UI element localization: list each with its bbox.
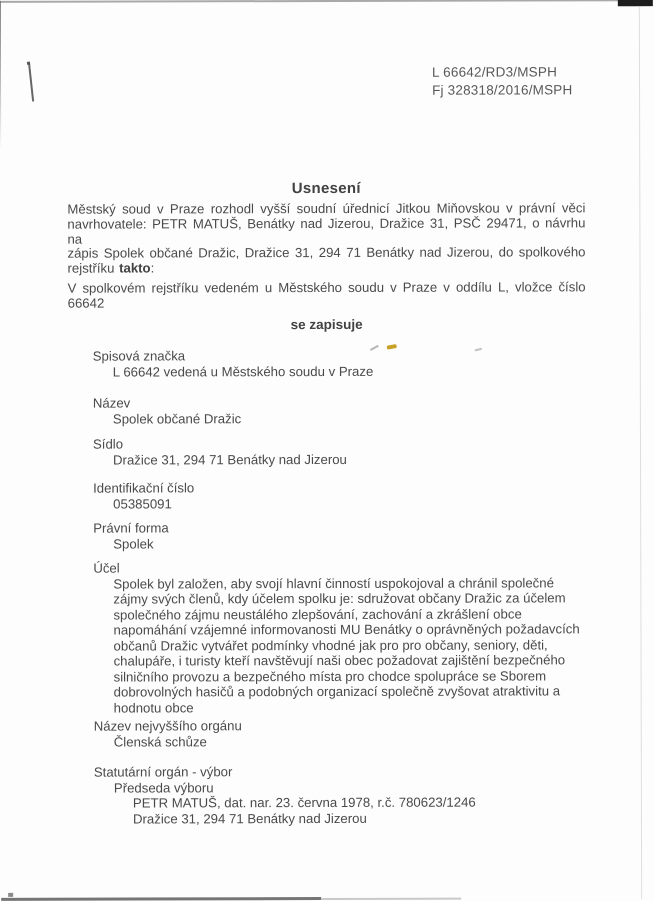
intro-line4 (68, 261, 586, 277)
intro-line4-suffix: : (150, 260, 155, 276)
field-value-line: hodnotu obce (113, 699, 194, 716)
field-value: Předseda výboru (113, 779, 214, 796)
section-identifikacni-cislo (93, 479, 603, 511)
section-statutarni-organ (94, 763, 604, 826)
section-nejvyssi-organ (94, 717, 604, 749)
field-value-line: Spolek byl založen, aby svojí hlavní činností uspokojoval a chránil společné (113, 574, 554, 592)
scan-edge-top (0, 0, 653, 3)
intro-paragraph (67, 201, 585, 276)
field-value-line: silničního provozu a bezpečného místa pro chodce spolupráce se Sborem (113, 667, 547, 685)
section-spisova-znacka (93, 347, 603, 379)
register-line1: V spolkovém rejstříku vedeném u Městského soudu v Praze v oddílu L, vložce číslo (67, 279, 586, 296)
field-value-line: dobrovolných hasičů a podobných organizací společně zvyšovat atraktivitu a (113, 683, 561, 700)
field-label: Název (92, 395, 131, 411)
intro-line1: Městský soud v Praze rozhodl vyšší soudní úřednicí Jitkou Miňovskou v právní věci (67, 200, 586, 217)
intro-line4-bold-word: takto (119, 260, 151, 276)
section-nazev (93, 394, 603, 426)
field-value-line: napomáhání vzájemné informovanosti MU Benátky o oprávněných požadavcích (113, 621, 580, 638)
field-value: 05385091 (113, 495, 172, 512)
case-reference-line2: Fj 328318/2016/MSPH (432, 82, 573, 98)
field-value-line: zájmy svých členů, kdy účelem spolku je: sdružovat občany Dražic za účelem (113, 590, 566, 607)
intro-line4-prefix: rejstříku (67, 260, 120, 276)
field-label: Název nejvyššího orgánu (93, 718, 242, 734)
scan-edge-left (0, 1, 1, 151)
field-value: Dražice 31, 294 71 Benátky nad Jizerou (113, 451, 347, 468)
field-value: L 66642 vedená u Městského soudu v Praze (112, 363, 374, 380)
field-subvalue-person: PETR MATUŠ, dat. nar. 23. června 1978, r.č. 780623/1246 (132, 794, 476, 811)
intro-line2: navrhovatele: PETR MATUŠ, Benátky nad Jizerou, Dražice 31, PSČ 29471, o návrhu na (67, 215, 586, 247)
field-value-line: občanů Dražic vytvářet podmínky vhodné jak pro pro občany, seniory, děti, (113, 636, 548, 654)
document-title: Usnesení (291, 179, 361, 198)
decree-heading: se zapisuje (290, 316, 363, 333)
field-value-line: společného zájmu neustálého zlepšování, zachování a zkrášlení obce (113, 605, 522, 623)
scan-edge-bottom-faint (321, 898, 461, 900)
intro-line3: zápis Spolek občané Dražic, Dražice 31, 294 71 Benátky nad Jizerou, do spolkového (67, 244, 586, 262)
field-value: Členská schůze (113, 733, 207, 750)
section-ucel (93, 559, 603, 715)
scan-fold-line (639, 7, 642, 899)
register-paragraph (68, 280, 586, 311)
scan-corner-black (618, 0, 653, 6)
field-value-line: chalupáře, i turisty kteří navštěvují naši obec požadovat zajištění bezpečného (113, 652, 566, 669)
case-reference-block (432, 63, 572, 99)
field-value: Spolek (113, 535, 154, 552)
section-sidlo (93, 435, 603, 467)
staple-mark (28, 63, 34, 102)
field-label: Právní forma (93, 520, 169, 536)
field-label: Statutární orgán - výbor (93, 764, 233, 780)
field-value: Spolek občané Dražic (112, 410, 242, 427)
scan-speck-bottom-left (8, 893, 13, 897)
field-label: Identifikační číslo (93, 480, 195, 496)
field-label: Sídlo (92, 436, 124, 452)
field-label: Spisová značka (92, 348, 186, 364)
field-label: Účel (93, 560, 120, 576)
register-line2: 66642 (67, 295, 105, 311)
field-subvalue-address: Dražice 31, 294 71 Benátky nad Jizerou (132, 810, 367, 827)
section-pravni-forma (93, 519, 603, 551)
case-reference-line1: L 66642/RD3/MSPH (431, 64, 558, 80)
